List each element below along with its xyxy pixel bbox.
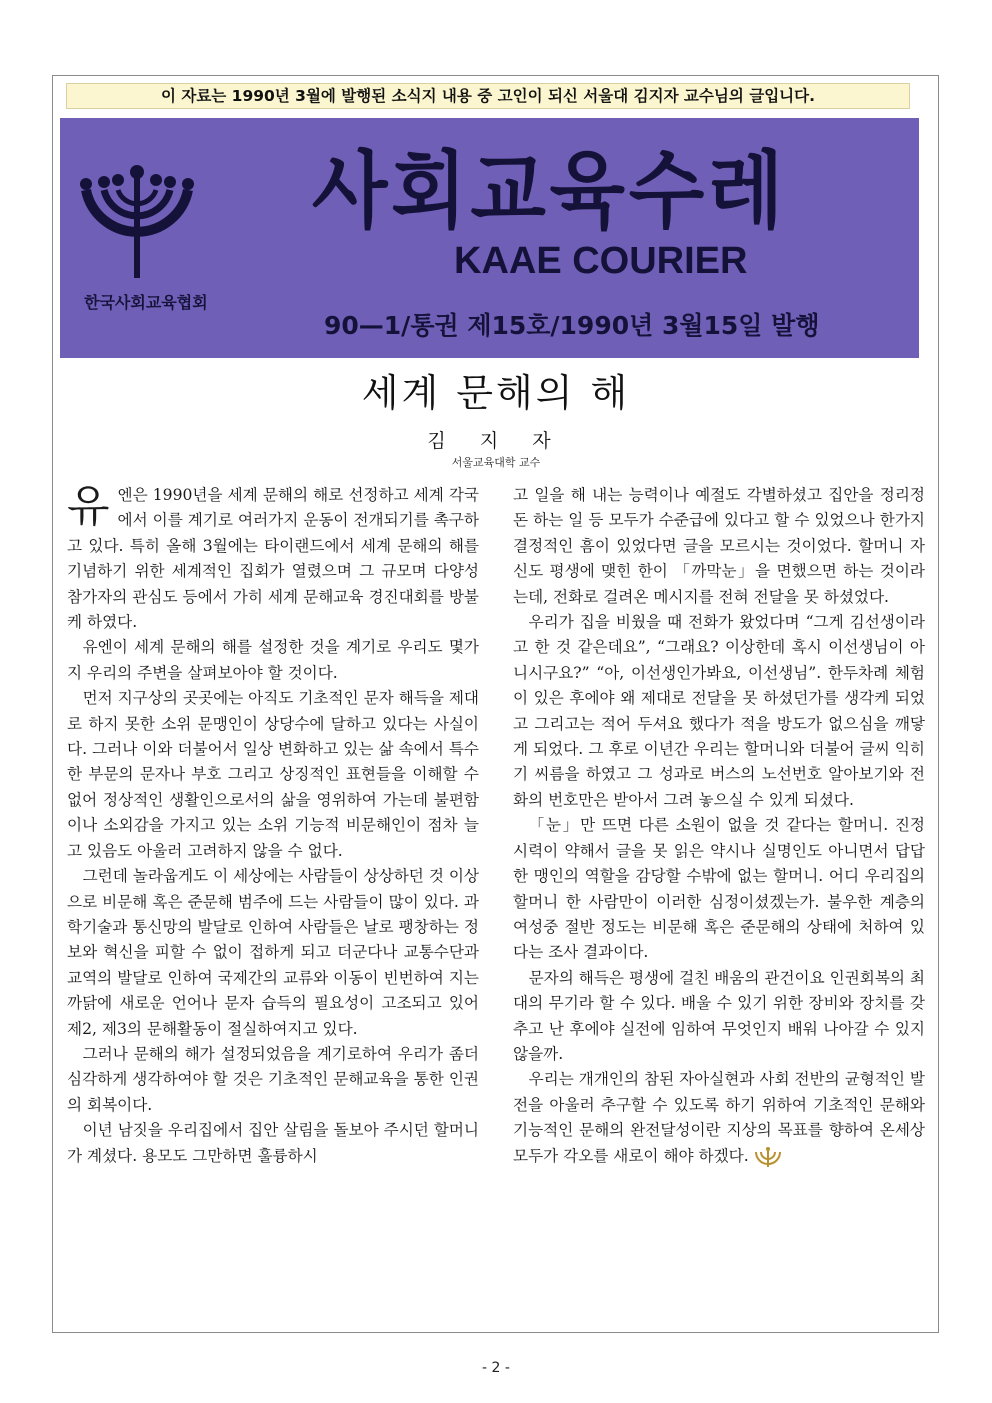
paragraph: 문자의 해득은 평생에 걸친 배움의 관건이요 인권회복의 최대의 무기라 할 수 있다. 배울 수 있기 위한 장비와 장치를 갖추고 난 후에야 실전에 임하여 무엇인지 배워 나아갈 수 있지 않을까. — [513, 968, 925, 1063]
article-author: 김 지 자 — [427, 430, 565, 452]
paragraph: 우리가 집을 비웠을 때 전화가 왔었다며 “그게 김선생이라고 한 것 같은데요”, “그래요? 이상한데 혹시 이선생님이 아니시구요?” “아, 이선생인가봐요, 이선생님”. 한두차례 체험이 있은 후에야 왜 제대로 전달을 못 하셨던가를 생각케 되었고 그리고는 적어 두셔요 했다가 적을 방도가 없으심을 깨닿게 되었다. 그 후로 이년간 우리는 할머니와 더불어 글씨 익히기 씨름을 하였고 그 성과로 버스의 노선번호 알아보기와 전화의 번호만은 받아서 그려 놓으실 수 있게 되셨다. — [513, 613, 925, 809]
newsletter-masthead — [60, 118, 919, 358]
paragraph: 먼저 지구상의 곳곳에는 아직도 기초적인 문자 해득을 제대로 하지 못한 소위 문맹인이 상당수에 달하고 있다는 사실이다. 그러나 이와 더불어서 일상 변화하고 있는 삶 속에서 특수한 부문의 문자나 부호 그리고 상징적인 표현들을 이해할 수 없어 정상적인 생활인으로서의 삶을 영위하여 가는데 불편함이나 소외감을 가지고 있는 소위 기능적 비문해인이 점차 늘고 있음도 아울러 고려하지 않을 수 없다. — [67, 689, 479, 860]
paragraph: 그런데 놀라웁게도 이 세상에는 사람들이 상상하던 것 이상으로 비문해 혹은 준문해 범주에 드는 사람들이 많이 있다. 과학기술과 통신망의 발달로 인하여 사람들은 날로 팽창하는 정보와 혁신을 피할 수 없이 접하게 되고 더군다나 교통수단과 교역의 발달로 인하여 국제간의 교류와 이동이 빈번하여 지는 까닭에 새로운 언어나 문자 습득의 필요성이 고조되고 있어 제2, 제3의 문해활동이 절실하여지고 있다. — [67, 867, 479, 1038]
small-emblem-icon — [753, 1146, 783, 1168]
article-column-left — [67, 483, 479, 1329]
menorah-wheel-emblem-icon — [72, 150, 202, 280]
paragraph: 이년 남짓을 우리집에서 집안 살림을 돌보아 주시던 할머니가 계셨다. 용모도 그만하면 훌륭하시 — [67, 1121, 479, 1165]
paragraph: 우리는 개개인의 참된 자아실현과 사회 전반의 균형적인 발전을 아울러 추구할 수 있도록 하기 위하여 기초적인 문해와 기능적인 문해의 완전달성이란 지상의 목표를 향하여 온세상 모두가 각오를 새로이 해야 하겠다. — [513, 1067, 925, 1169]
paragraph: 유엔이 세계 문해의 해를 설정한 것을 계기로 우리도 몇가지 우리의 주변을 살펴보아야 할 것이다. — [67, 638, 479, 682]
article-column-right — [513, 483, 925, 1329]
paragraph: 그러나 문해의 해가 설정되었음을 계기로하여 우리가 좀더 심각하게 생각하여야 할 것은 기초적인 문해교육을 통한 인권의 회복이다. — [67, 1044, 479, 1114]
masthead-title: 사회교육수레 — [312, 142, 788, 240]
masthead-english-title: KAAE COURIER — [454, 240, 748, 282]
page-number: - 2 - — [482, 1360, 510, 1376]
notice-banner: 이 자료는 1990년 3월에 발행된 소식지 내용 중 고인이 되신 서울대 김지자 교수님의 글입니다. — [66, 83, 910, 109]
author-affiliation: 서울교육대학 교수 — [451, 456, 541, 469]
drop-cap: 유 — [67, 483, 110, 532]
issue-info: 90—1/통권 제15호/1990년 3월15일 발행 — [324, 311, 820, 340]
article-title: 세계 문해의 해 — [361, 371, 631, 415]
paragraph: 「눈」만 뜨면 다른 소원이 없을 것 같다는 할머니. 진정 시력이 약해서 글을 못 읽은 약시나 실명인도 아니면서 답답한 맹인의 역할을 감당할 수밖에 없는 할머니. 어디 우리집의 할머니 한 사람만이 이러한 심정이셨겠는가. 불우한 계층의 여성중 절반 정도는 비문해 혹은 준문해의 상태에 처하여 있다는 조사 결과이다. — [513, 816, 925, 962]
paragraph: 유엔은 1990년을 세계 문해의 해로 선정하고 세계 각국에서 이를 계기로 여러가지 운동이 전개되기를 촉구하고 있다. 특히 올해 3월에는 타이랜드에서 세계 문해의 해를 기념하기 위한 세계적인 집회가 열렸으며 그 규모며 다양성 참가자의 관심도 등에서 가히 세계 문해교육 경진대회를 방불케 하였다. — [67, 483, 479, 632]
paragraph: 고 일을 해 내는 능력이나 예절도 각별하셨고 집안을 정리정돈 하는 일 등 모두가 수준급에 있다고 할 수 있었으나 한가지 결정적인 흠이 있었다면 글을 모르시는 것이었다. 할머니 자신도 평생에 맺힌 한이 「까막눈」을 면했으면 하는 것이라는데, 전화로 걸려온 메시지를 전혀 전달을 못 하셨었다. — [513, 486, 925, 606]
organization-name: 한국사회교육협회 — [84, 293, 208, 312]
